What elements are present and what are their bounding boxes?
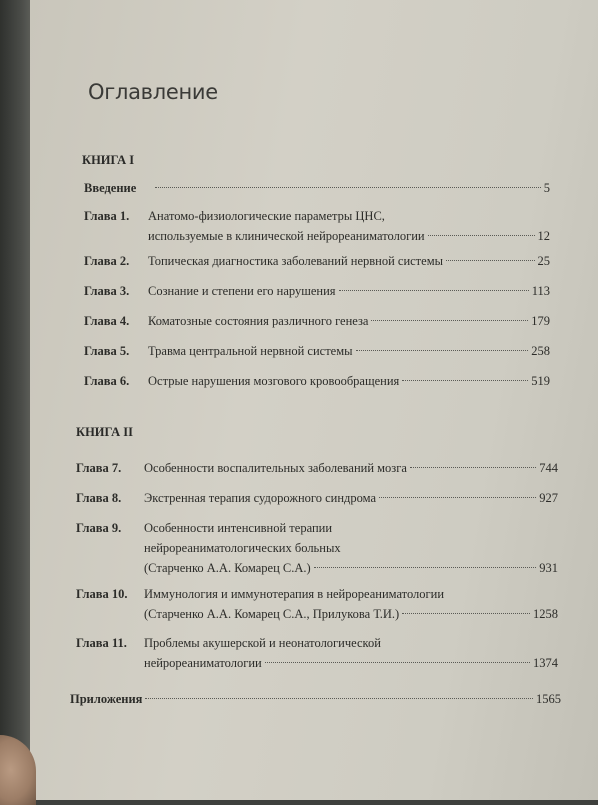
appendix-line <box>70 689 561 709</box>
chapter-label: Глава 1. <box>84 209 130 223</box>
chapter-label: Глава 6. <box>84 374 130 388</box>
chapter-label: Глава 3. <box>84 284 130 298</box>
book-2-title: КНИГА II <box>76 425 133 439</box>
dot-leader <box>371 320 528 321</box>
page-number: 179 <box>531 314 550 328</box>
dot-leader <box>265 662 530 663</box>
page-number: 1374 <box>533 656 558 670</box>
page-number: 113 <box>531 284 550 298</box>
chapter-title-line <box>148 206 550 226</box>
chapter-title-line <box>148 226 550 246</box>
dot-leader <box>356 350 529 351</box>
chapter-title-text: Сознание и степени его нарушения <box>148 284 336 298</box>
dot-leader <box>446 260 534 261</box>
chapter-title-line <box>144 653 558 673</box>
chapter-title-line <box>144 558 558 578</box>
page-number: 12 <box>537 229 550 243</box>
chapter-label: Глава 9. <box>76 521 122 535</box>
page-number: 927 <box>539 491 558 505</box>
chapter-title-text: Коматозные состояния различного генеза <box>148 314 369 328</box>
chapter-label: Глава 5. <box>84 344 130 358</box>
chapter-title-text: Острые нарушения мозгового кровообращения <box>148 374 400 388</box>
page-number: 1258 <box>533 607 558 621</box>
chapter-title-line <box>144 488 558 508</box>
chapter-title-text: Анатомо-физиологические параметры ЦНС, <box>148 209 385 223</box>
dot-leader <box>402 380 528 381</box>
chapter-title-lines <box>144 633 558 673</box>
chapter-title-text: Иммунология и иммунотерапия в нейрореаниматологии <box>144 587 445 601</box>
chapter-label: Глава 4. <box>84 314 130 328</box>
chapter-label: Введение <box>84 181 137 195</box>
dot-leader <box>339 290 529 291</box>
book-spine <box>0 0 30 800</box>
page-number: 1565 <box>536 692 561 706</box>
chapter-title-line <box>144 458 558 478</box>
dot-leader <box>379 497 536 498</box>
chapter-title-lines <box>148 281 550 301</box>
chapter-title-text: Проблемы акушерской и неонатологической <box>144 636 381 650</box>
chapter-title-text: Особенности интенсивной терапии <box>144 521 333 535</box>
appendix-label: Приложения <box>70 692 143 706</box>
chapter-title-text: (Старченко А.А. Комарец С.А., Прилукова Т.И.) <box>144 607 400 621</box>
chapter-title-line <box>148 281 550 301</box>
dot-leader <box>410 467 536 468</box>
toc-heading: Оглавление <box>88 80 218 104</box>
chapter-title-text: (Старченко А.А. Комарец С.А.) <box>144 561 311 575</box>
page-number: 931 <box>539 561 558 575</box>
chapter-label: Глава 11. <box>76 636 127 650</box>
chapter-title-lines <box>144 518 558 578</box>
page-number: 258 <box>531 344 550 358</box>
dot-leader <box>155 187 541 188</box>
toc-entry <box>70 689 561 709</box>
chapter-title-line <box>148 371 550 391</box>
chapter-title-line <box>144 584 558 604</box>
chapter-title-text: нейрореаниматологии <box>144 656 262 670</box>
chapter-title-text: нейрореаниматологических больных <box>144 541 341 555</box>
dot-leader <box>314 567 537 568</box>
dot-leader <box>428 235 535 236</box>
chapter-title-text: Особенности воспалительных заболеваний мозга <box>144 461 407 475</box>
chapter-title-text: используемые в клинической нейрореаниматологии <box>148 229 425 243</box>
chapter-title-lines <box>148 341 550 361</box>
chapter-title-line <box>148 311 550 331</box>
chapter-title-lines <box>144 584 558 624</box>
chapter-title-line <box>148 341 550 361</box>
chapter-title-line <box>144 518 558 538</box>
chapter-title-text: Экстренная терапия судорожного синдрома <box>144 491 377 505</box>
book-page <box>30 0 598 800</box>
page-number: 744 <box>539 461 558 475</box>
dot-leader <box>145 698 533 699</box>
chapter-label: Глава 8. <box>76 491 122 505</box>
chapter-title-text: Травма центральной нервной системы <box>148 344 353 358</box>
chapter-title-lines <box>148 311 550 331</box>
chapter-title-line <box>144 538 558 558</box>
chapter-title-line <box>144 604 558 624</box>
chapter-label: Глава 7. <box>76 461 122 475</box>
book-1-title: КНИГА I <box>82 153 135 167</box>
chapter-title-lines <box>152 178 550 198</box>
dot-leader <box>402 613 530 614</box>
chapter-title-lines <box>148 206 550 246</box>
chapter-label: Глава 2. <box>84 254 130 268</box>
chapter-label: Глава 10. <box>76 587 128 601</box>
page-number: 5 <box>543 181 550 195</box>
chapter-title-text: Топическая диагностика заболеваний нервной системы <box>148 254 444 268</box>
page-number: 25 <box>537 254 550 268</box>
chapter-title-line <box>152 178 550 198</box>
chapter-title-lines <box>148 251 550 271</box>
chapter-title-lines <box>144 488 558 508</box>
page-number: 519 <box>531 374 550 388</box>
chapter-title-lines <box>148 371 550 391</box>
chapter-title-lines <box>144 458 558 478</box>
chapter-title-line <box>144 633 558 653</box>
chapter-title-line <box>148 251 550 271</box>
